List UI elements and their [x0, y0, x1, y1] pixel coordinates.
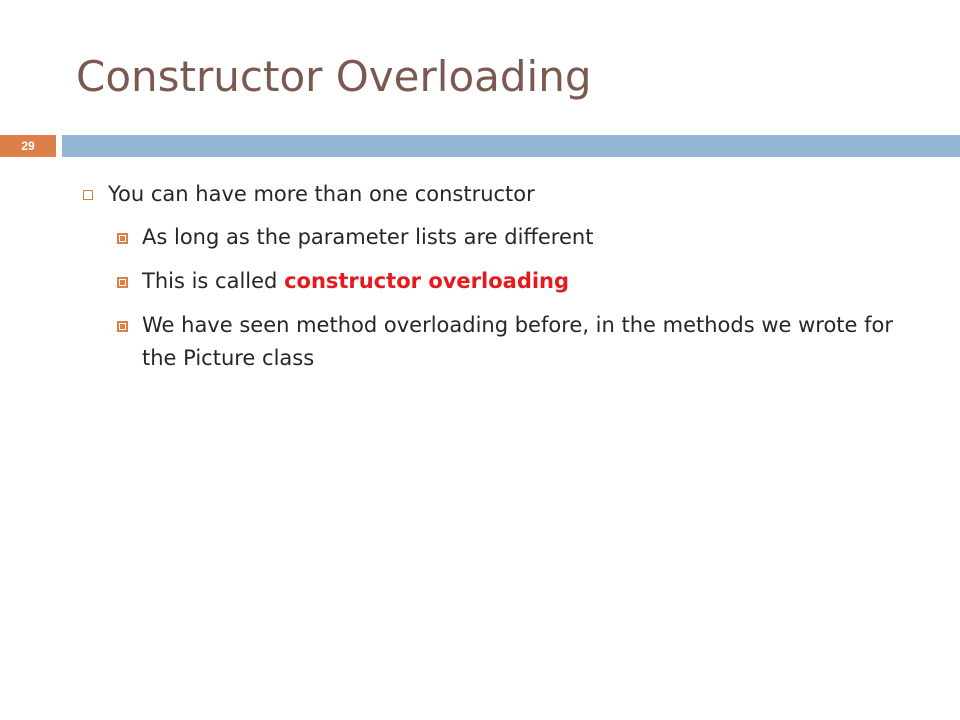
sub-bullet-text: We have seen method overloading before, in the methods we wrote for the Picture class	[142, 313, 894, 370]
slide-number: 29	[21, 139, 35, 153]
bullet-list	[72, 178, 932, 386]
slide-number-badge	[0, 135, 56, 157]
emphasized-term: constructor overloading	[284, 269, 570, 293]
sub-bullet-item	[72, 309, 932, 375]
sub-bullet-text: As long as the parameter lists are different	[142, 225, 594, 249]
filled-square-bullet-icon	[117, 233, 128, 244]
filled-square-bullet-icon	[117, 321, 128, 332]
bullet-text: You can have more than one constructor	[108, 182, 535, 206]
sub-bullet-item	[72, 265, 932, 298]
sub-bullet-text: This is called	[142, 269, 285, 293]
hollow-square-bullet-icon	[83, 190, 93, 200]
header-rule-bar	[62, 135, 960, 157]
slide-title: Constructor Overloading	[76, 52, 592, 101]
bullet-item	[72, 178, 932, 211]
sub-bullet-item	[72, 221, 932, 254]
filled-square-bullet-icon	[117, 277, 128, 288]
